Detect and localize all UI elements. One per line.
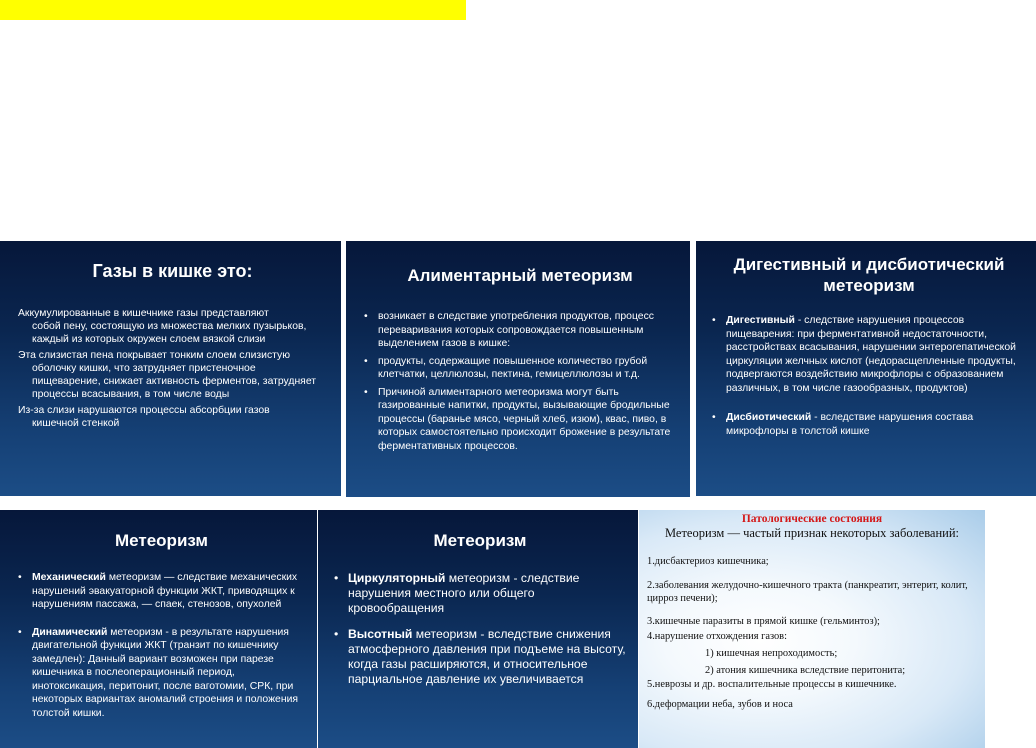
slide-title: Дигестивный и дисбиотический метеоризм [733,255,1005,295]
list-item-text: - вследствие нарушения состава микрофлоры в толстой кишке [726,412,974,437]
list-item-text: метеоризм — следствие механических нарушений эвакуаторной функции ЖКТ, приводящих к нарушениям пассажа, — спаек, стенозов, опухолей [32,572,298,610]
list-item [712,314,1026,395]
bullet-icon: • [364,386,368,398]
list-item: 5.неврозы и др. воспалительные процессы в кишечнике. [647,679,897,690]
slide-subtitle: Метеоризм — частый признак некоторых заболеваний: [664,526,960,540]
paragraph [18,307,327,346]
list-item-text: метеоризм - в результате нарушения двигательной функции ЖКТ (транзит по кишечнику замедлен): Данный вариант возможен при парезе кишечника в послеоперационный период, инотоксикация, перитонит, после ваготомии, СРК, при некоторых вариантах аномалий строения и положения толстой кишки. [32,626,298,719]
list-item-text: продукты, содержащие повышенное количество грубой клетчатки, целлюлозы, пектина, гемицеллюлозы и т.д. [378,355,648,380]
slide-meteorism-circulatory [318,510,638,748]
sub-list-item: 2) атония кишечника вследствие перитонита; [705,665,906,676]
slide-title: Алиментарный метеоризм [407,266,633,285]
slide-meteorism-mechanical [0,510,317,748]
paragraph-first-line: Аккумулированные в кишечнике газы представляют [18,308,269,319]
bullet-icon: • [18,572,22,583]
list-item: 2.заболевания желудочно-кишечного тракта (панкреатит, энтерит, колит, цирроз печени); [647,580,968,604]
slide-title: Патологические состояния [741,513,883,525]
bullet-list [18,571,305,720]
bullet-list [712,314,1026,438]
list-item [18,626,305,721]
slide-title: Газы в кишке это: [92,261,253,281]
list-item: 4.нарушение отхождения газов: [647,631,787,642]
list-item [334,571,626,616]
term-bold: Высотный [348,627,413,641]
paragraph-first-line: Из-за слизи нарушаются процессы абсорбции газов [18,405,270,416]
paragraph [18,404,327,430]
bullet-list [334,571,626,687]
list-item [364,386,676,454]
list-item: 1.дисбактериоз кишечника; [647,556,769,567]
slide-body [18,307,327,430]
list-item: 3.кишечные паразиты в прямой кишке (гельминтоз); [647,616,880,627]
term-bold: Циркуляторный [348,571,446,585]
slide-pathological-states [639,510,985,748]
slide-title: Метеоризм [433,531,527,550]
slide-title: Метеоризм [115,531,208,550]
paragraph-continuation: собой пену, состоящую из множества мелких пузырьков, каждый из которых окружен слоем вязкой слизи [32,321,307,345]
list-item-text: Причиной алиментарного метеоризма могут быть газированные напитки, продукты, вызывающие бродильные процессы (баранье мясо, черный хлеб, изюм), квас, пиво, в которых самостоятельно происходит брожение в результате ферментативных процессов. [378,386,671,452]
paragraph-continuation: оболочку кишки, что затрудняет пристеночное пищеварение, снижает активность ферментов, затрудняет процессы всасывания, в том числе воды [32,363,317,400]
paragraph-first-line: Эта слизистая пена покрывает тонким слоем слизистую [18,350,290,361]
term-bold: Динамический [32,626,108,638]
list-item [712,411,1026,438]
bullet-icon: • [18,626,22,638]
bullet-icon: • [712,412,716,423]
bullet-icon: • [364,311,368,322]
paragraph-continuation: кишечной стенкой [32,418,120,429]
yellow-highlight-bar [0,0,466,20]
list-item [364,310,676,351]
list-item [364,355,676,382]
list-item-text: возникает в следствие употребления продуктов, процесс переваривания которых сопровождается повышенным выделением газов в кишке: [378,311,654,349]
list-item-text: - следствие нарушения процессов пищеварения: при ферментативной недостаточности, расстройствах всасывания, нарушении энтерогепатической циркуляции желчных кислот (недорасщепленные продукты, подвергаются воздействию микрофлоры с образованием различных, в том числе газообразных, продуктов) [726,315,1016,394]
list-item-text: метеоризм - следствие нарушения местного или общего кровообращения [348,571,580,615]
list-item-text: метеоризм - вследствие снижения атмосферного давления при подъеме на высоту, когда газы расширяются, и относительное парциальное давление их увеличивается [348,627,626,686]
bullet-icon: • [334,571,339,585]
bullet-icon: • [364,355,368,367]
sub-list-item: 1) кишечная непроходимость; [705,648,838,659]
bullet-icon: • [712,315,716,326]
slide-gases-in-intestine [0,241,341,496]
list-item: 6.деформации неба, зубов и носа [647,699,793,710]
slide-digestive-dysbiotic [696,241,1036,496]
bullet-icon: • [334,627,339,641]
bullet-list [364,310,676,453]
term-bold: Механический [32,572,106,583]
slide-alimentary-meteorism [346,241,690,497]
paragraph [18,349,327,401]
list-item [18,571,305,612]
term-bold: Дисбиотический [726,412,812,423]
term-bold: Дигестивный [726,315,795,326]
list-item [334,627,626,687]
